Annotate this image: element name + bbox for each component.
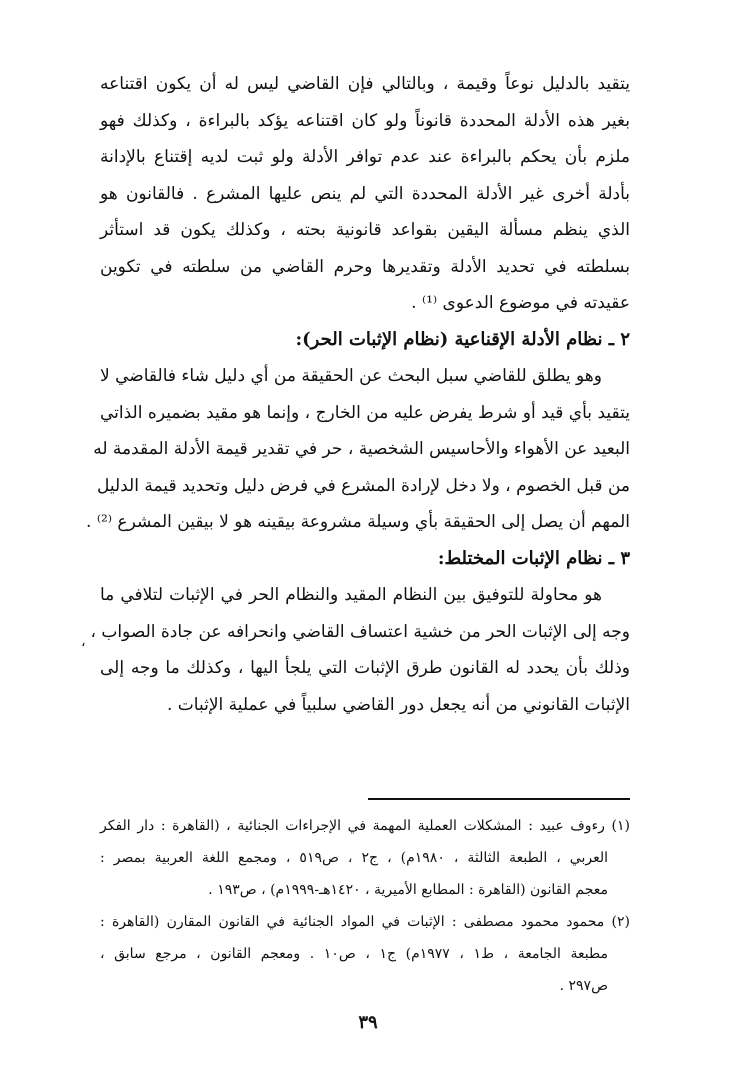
text-line: وجه إلى الإثبات الحر من خشية اعتساف القاضي وانحرافه عن جادة الصواب ، xyxy=(90,621,630,642)
footnote-separator xyxy=(368,798,630,800)
text-line: يتقيد بأي قيد أو شرط يفرض عليه من الخارج ، وإنما هو مقيد بضميره الذاتي xyxy=(100,402,630,423)
footnote-line: معجم القانون (القاهرة : المطابع الأميرية ، ١٤٢٠هـ-١٩٩٩م) ، ص١٩٣ . xyxy=(208,882,608,898)
paragraph-3 xyxy=(90,577,630,723)
text-line: وهو يطلق للقاضي سبل البحث عن الحقيقة من أي دليل شاء فالقاضي لا xyxy=(100,366,602,386)
text-line: الذي ينظم مسألة اليقين بقواعد قانونية بحته ، وكذلك يكون قد استأثر xyxy=(100,220,630,240)
footnote-line: العربي ، الطبعة الثالثة ، ١٩٨٠م) ، ج٢ ، ص٥١٩ ، ومجمع اللغة العربية بمصر : xyxy=(100,850,608,866)
text-line: من قبل الخصوم ، ولا دخل لإرادة المشرع في فرض دليل وتحديد قيمة الدليل xyxy=(96,475,630,496)
footnote-line: (٢) محمود محمود مصطفى : الإثبات في المواد الجنائية في القانون المقارن (القاهرة : xyxy=(100,914,630,930)
text-line: بغير هذه الأدلة المحددة قانوناً ولو كان اقتناعه يؤكد بالبراءة ، وكذلك فهو xyxy=(100,110,630,131)
text-line: وذلك بأن يحدد له القانون طرق الإثبات التي يلجأ اليها ، وكذلك ما وجه إلى xyxy=(100,658,630,678)
text-line: الإثبات القانوني من أنه يجعل دور القاضي سلبياً في عملية الإثبات . xyxy=(167,694,630,715)
text-line: عقيدته في موضوع الدعوى ⁽¹⁾ . xyxy=(411,293,630,313)
section-heading-2: ٢ ـ نظام الأدلة الإقناعية (نظام الإثبات الحر): xyxy=(295,328,630,350)
text-line: المهم أن يصل إلى الحقيقة بأي وسيلة مشروعة بيقينه هو لا بيقين المشرع ⁽²⁾ . xyxy=(86,512,630,532)
section-heading-3: ٣ ـ نظام الإثبات المختلط: xyxy=(437,547,630,569)
text-line: بسلطته في تحديد الأدلة وتقديرها وحرم القاضي من سلطته في تكوين xyxy=(100,256,630,277)
text-line: هو محاولة للتوفيق بين النظام المقيد والنظام الحر في الإثبات لتلافي ما xyxy=(100,585,602,605)
footnote-line: ص٢٩٧ . xyxy=(559,978,608,994)
paragraph-1 xyxy=(100,66,630,322)
text-line: البعيد عن الأهواء والأحاسيس الشخصية ، حر في تقدير قيمة الأدلة المقدمة له xyxy=(93,439,630,459)
footnote-2 xyxy=(100,906,630,1002)
margin-mark: ، xyxy=(81,634,86,650)
main-text xyxy=(86,66,630,723)
footnotes xyxy=(100,810,630,1002)
page-number: ٣٩ xyxy=(358,1012,378,1033)
paragraph-2 xyxy=(86,358,630,541)
footnote-line: (١) رءوف عبيد : المشكلات العملية المهمة في الإجراءات الجنائية ، (القاهرة : دار الفكر xyxy=(100,818,630,834)
text-line: ملزم بأن يحكم بالبراءة عند عدم توافر الأدلة ولو ثبت لديه إقتناع بالإدانة xyxy=(100,147,630,167)
text-line: يتقيد بالدليل نوعاً وقيمة ، وبالتالي فإن القاضي ليس له أن يكون اقتناعه xyxy=(100,74,630,94)
text-line: بأدلة أخرى غير الأدلة المحددة التي لم ينص عليها المشرع . فالقانون هو xyxy=(100,183,630,204)
footnote-line: مطبعة الجامعة ، ط١ ، ١٩٧٧م) ج١ ، ص١٠ . ومعجم القانون ، مرجع سابق ، xyxy=(100,946,608,962)
footnote-1 xyxy=(100,810,630,906)
